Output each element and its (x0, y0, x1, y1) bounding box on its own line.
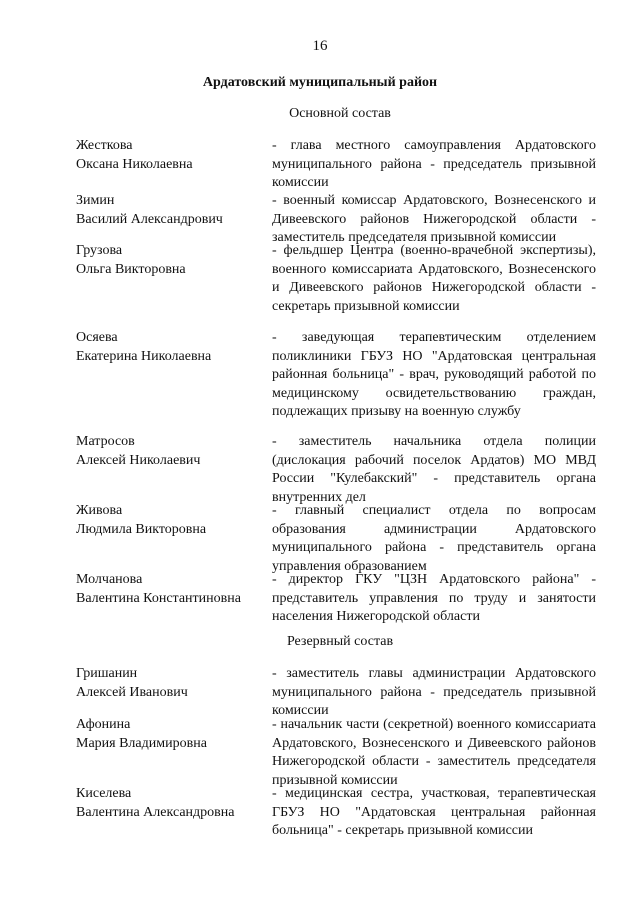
member-name: Валентина Константиновна (76, 590, 241, 606)
member-person (76, 137, 266, 174)
member-surname: Гришанин (76, 666, 138, 681)
member-role: - главный специалист отдела по вопросам образования администрации Ардатовского муниципального района - представитель органа управления образованием (272, 503, 596, 574)
member-surname: Матросов (76, 434, 135, 449)
member-surname: Афонина (76, 717, 131, 732)
member-surname: Молчанова (76, 572, 143, 587)
member-person (76, 665, 266, 702)
member-person (76, 716, 266, 753)
member-name: Алексей Иванович (76, 684, 188, 700)
member-role: - медицинская сестра, участковая, терапевтическая ГБУЗ НО "Ардатовская центральная районная больница" - секретарь призывной комиссии (272, 786, 596, 838)
member-surname: Жесткова (76, 138, 133, 153)
member-person (76, 785, 266, 822)
member-person (76, 502, 266, 539)
member-surname: Киселева (76, 786, 132, 801)
member-surname: Зимин (76, 193, 115, 208)
member-person (76, 571, 266, 608)
member-role: - заместитель начальника отдела полиции (дислокация рабочий поселок Ардатов) МО МВД России "Кулебакский" - представитель органа внутренних дел (272, 434, 596, 505)
member-role: - глава местного самоуправления Ардатовского муниципального района - председатель призывной комиссии (272, 138, 596, 190)
member-person (76, 433, 266, 470)
member-surname: Живова (76, 503, 123, 518)
member-name: Екатерина Николаевна (76, 348, 212, 364)
member-role: - начальник части (секретной) военного комиссариата Ардатовского, Вознесенского и Дивеевского районов Нижегородской области - заместитель председателя призывной комиссии (272, 717, 596, 788)
member-person (76, 329, 266, 366)
member-person (76, 192, 266, 229)
page-number: 16 (312, 38, 328, 54)
member-name: Мария Владимировна (76, 735, 207, 751)
reserve-composition-heading: Резервный состав (286, 634, 394, 649)
member-role: - заместитель главы администрации Ардатовского муниципального района - председатель призывной комиссии (272, 666, 596, 718)
member-person (76, 242, 266, 279)
member-role: - фельдшер Центра (военно-врачебной экспертизы), военного комиссариата Ардатовского, Вознесенского и Дивеевского районов Нижегородской области - секретарь призывной комиссии (272, 243, 596, 314)
member-role: - военный комиссар Ардатовского, Вознесенского и Дивеевского районов Нижегородской области - заместитель председателя призывной комиссии (272, 193, 596, 245)
member-name: Ольга Викторовна (76, 261, 186, 277)
member-name: Алексей Николаевич (76, 452, 201, 468)
member-name: Людмила Викторовна (76, 521, 207, 537)
member-role: - директор ГКУ "ЦЗН Ардатовского района" - представитель управления по труду и занятости населения Нижегородской области (272, 572, 596, 624)
member-name: Оксана Николаевна (76, 156, 193, 172)
member-role: - заведующая терапевтическим отделением поликлиники ГБУЗ НО "Ардатовская центральная районная больница" - врач, руководящий работой по медицинскому освидетельствованию граждан, подлежащих призыву на военную службу (272, 330, 596, 419)
member-surname: Грузова (76, 243, 123, 258)
member-name: Василий Александрович (76, 211, 223, 227)
member-name: Валентина Александровна (76, 804, 235, 820)
member-surname: Осяева (76, 330, 118, 345)
district-title: Ардатовский муниципальный район (202, 75, 438, 90)
main-composition-heading: Основной состав (289, 106, 391, 121)
